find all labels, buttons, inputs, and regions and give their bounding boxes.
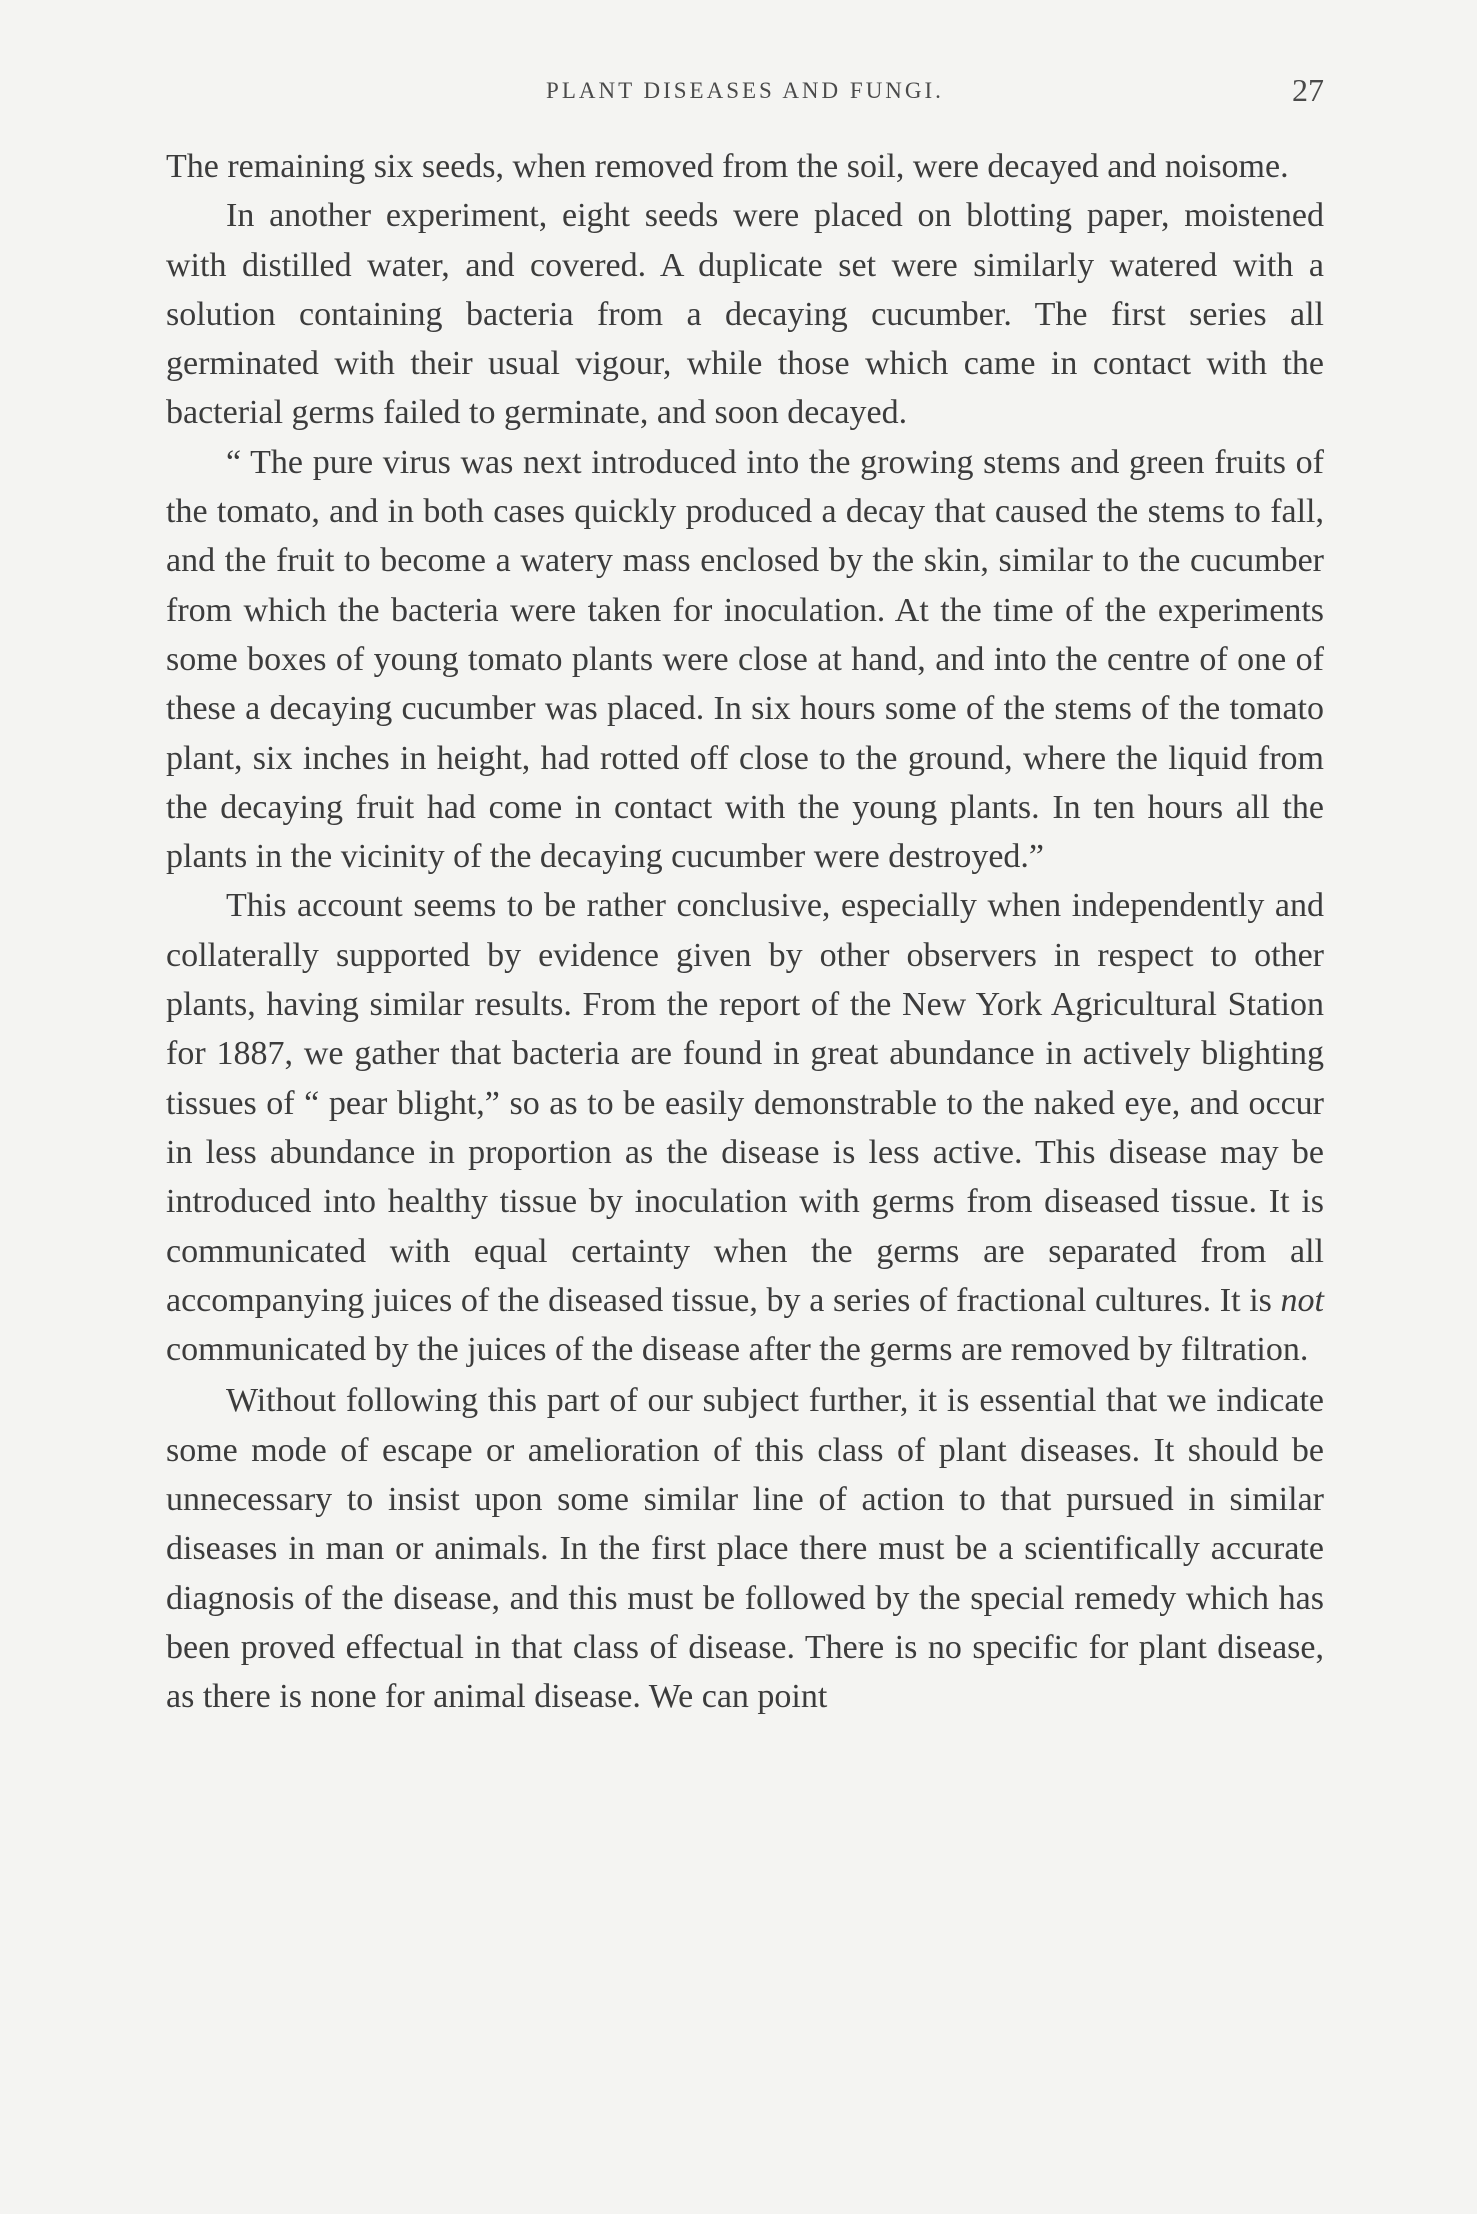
page-number: 27 [1292, 72, 1324, 108]
paragraph-3: “ The pure virus was next introduced into the growing stems and green fruits of the tomato, and in both cases quickly produced a decay that caused the stems to fall, and the fruit to become a watery mass enclosed by the skin, similar to the cucumber from which the bacteria were taken for inoculation. At the time of the experiments some boxes of young tomato plants were close at hand, and into the centre of one of these a decaying cucumber was placed. In six hours some of the stems of the tomato plant, six inches in height, had rotted off close to the ground, where the liquid from the decaying fruit had come in contact with the young plants. In ten hours all the plants in the vicinity of the decaying cucumber were destroyed.” [166, 443, 1324, 876]
body-text [166, 142, 1324, 1722]
paragraph-4-text-before: This account seems to be rather conclusive, especially when independently and collaterally supported by evidence given by other observers in respect to other plants, having similar results. From the report of the New York Agricultural Station for 1887, we gather that bacteria are found in great abundance in actively blighting tissues of “ pear blight,” so as to be easily demonstrable to the naked eye, and occur in less abundance in proportion as the disease is less active. This disease may be introduced into healthy tissue by inoculation with germs from diseased tissue. It is communicated with equal certainty when the germs are separated from all accompanying juices of the diseased tissue, by a series of fractional cultures. It is [166, 887, 1324, 1319]
running-title: PLANT DISEASES AND FUNGI. [546, 78, 944, 103]
paragraph-4-text-after: communicated by the juices of the disease after the germs are removed by filtration. [166, 1331, 1309, 1369]
running-head [166, 72, 1324, 116]
paragraph-4 [166, 881, 1324, 1374]
paragraph-2: In another experiment, eight seeds were placed on blotting paper, moistened with distilled water, and covered. A duplicate set were similarly watered with a solution containing bacteria from a decaying cucumber. The first series all germinated with their usual vigour, while those which came in contact with the bacterial germs failed to germinate, and soon decayed. [166, 197, 1324, 432]
paragraph-1: The remaining six seeds, when removed from the soil, were decayed and noisome. [166, 148, 1289, 185]
paragraph-5: Without following this part of our subject further, it is essential that we indicate some mode of escape or amelioration of this class of plant diseases. It should be unnecessary to insist upon some similar line of action to that pursued in similar diseases in man or animals. In the first place there must be a scientifically accurate diagnosis of the disease, and this must be followed by the special remedy which has been proved effectual in that class of disease. There is no specific for plant disease, as there is none for animal disease. We can point [166, 1382, 1324, 1716]
paragraph-4-emphasis: not [1280, 1281, 1324, 1319]
